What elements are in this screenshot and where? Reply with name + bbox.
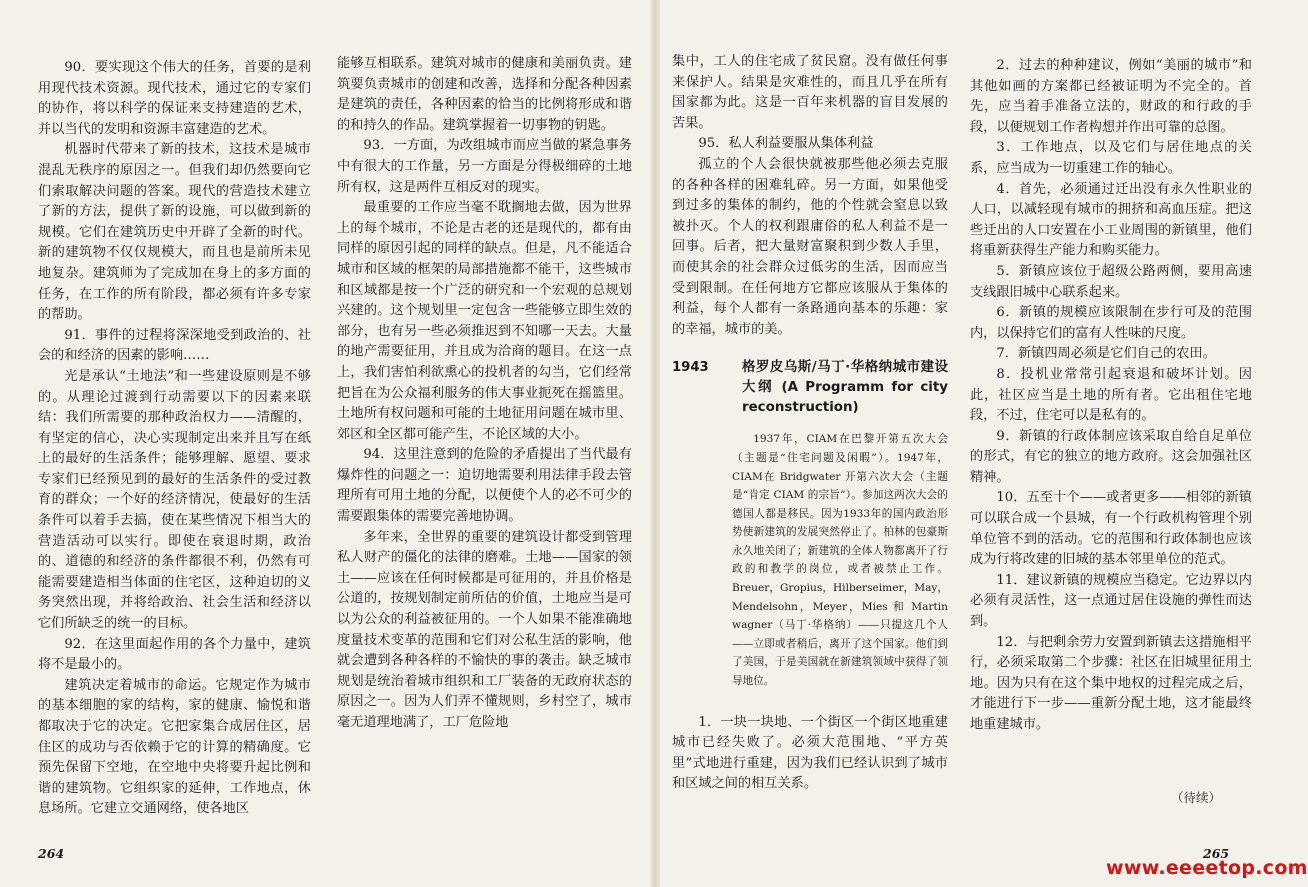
paragraph: 孤立的个人会很快就被那些他必须去克服的各种各样的困难轧碎。另一方面，如果他受到过多的集体的制约，他的个性就会窒息以致被扑灭。个人的权利跟庸俗的私人利益不是一回事。后者，把大量财富聚积到少数人手里，而使其余的社会群众过低劣的生活，因而应当受到限制。在任何地方它都应该服从于集体的利益，每个人都有一条路通向基本的乐趣：家的幸福，城市的美。 (672, 156, 948, 337)
note-text: 1937年，CIAM在巴黎开第五次大会（主题是“住宅问题及闲暇”）。1947年，CIAM在 Bridgwater 开第六次大会（主题是“肯定 CIAM 的宗旨”）。参加这两次大会的德国人都是移民。因为1933年的国内政治形势使新建筑的发展突然停止了。柏林的包豪斯永久地关闭了；新建筑的全体人物都离开了行政的和教学的岗位，或者被禁止工作。Breuer，Gropius，Hilberseimer，May，Mendelsohn，Meyer，Mies 和 Martin wagner（马丁·华格纳）——只提这几个人——立即或者稍后，离开了这个国家。他们到了美国，于是美国就在新建筑领域中获得了领导地位。 (732, 433, 948, 688)
section-year: 1943 (672, 360, 709, 376)
section-heading (672, 358, 948, 418)
right-column-2 (970, 56, 1252, 736)
paragraph: 多年来，全世界的重要的建筑设计都受到管理私人财产的僵化的法律的磨难。土地——国家的领土——应该在任何时候都是可征用的，并且价格是公道的，按规划制定前所估的价值，土地应当是可以为公众的利益被征用的。一个人如果不能准确地度量技术变革的范围和它们对公私生活的影响，他就会遭到各种各样的不愉快的事的袭击。缺乏城市规划是统治着城市组织和工厂装备的无政府状态的原因之一。因为人们弄不懂规则，乡村空了，城市毫无道理地满了，工厂危险地 (337, 529, 632, 730)
list-item: 1．一块一块地、一个街区一个街区地重建城市已经失败了。必须大范围地、“平方英里”式地进行重建，因为我们已经认识到了城市和区域之间的相互关系。 (672, 714, 948, 792)
paragraph-92: 92．在这里面起作用的各个力量中，建筑将不是最小的。 (38, 636, 311, 673)
paragraph-95: 95．私人利益要服从集体利益 (698, 136, 874, 152)
page-number-right: 265 (1203, 846, 1230, 861)
list-item: 8．投机业常常引起衰退和破坏计划。因此，社区应当是土地的所有者。它出租住宅地段，不过，住宅可以是私有的。 (970, 366, 1252, 424)
paragraph-93: 93．一方面，为改组城市而应当做的紧急事务中有很大的工作量，另一方面是分得极细碎的土地所有权，这是两件互相反对的现实。 (337, 138, 632, 195)
to-be-continued: （待续） (1171, 790, 1222, 805)
list-item: 9．新镇的行政体制应该采取自给自足单位的形式，有它的独立的地方政府。这会加强社区精神。 (970, 428, 1252, 485)
paragraph: 建筑决定着城市的命运。它规定作为城市的基本细胞的家的结构，家的健康、愉悦和谐都取决于它的决定。它把家集合成居住区，居住区的成功与否依赖于它的计算的精确度。它预先保留下空地，在空地中央将要升起比例和谐的建筑物。它组织家的延伸，工作地点，休息场所。它建立交通网络，使各地区 (38, 677, 311, 817)
program-list (672, 713, 948, 795)
paragraph: 能够互相联系。建筑对城市的健康和美丽负责。建筑要负责城市的创建和改善，选择和分配各种因素是建筑的责任，各种因素的恰当的比例将形成和谐的和持久的作品。建筑掌握着一切事物的钥匙。 (337, 56, 632, 133)
page-number-left: 264 (38, 846, 65, 861)
paragraph-91: 91．事件的过程将深深地受到政治的、社会的和经济的因素的影响…… (38, 327, 311, 364)
left-column-1 (38, 58, 311, 820)
list-item: 12．与把剩余劳力安置到新镇去这措施相平行，必须采取第二个步骤：社区在旧城里征用土地。因为只有在这个集中地权的过程完成之后，才能进行下一步——重新分配土地，这才能最终地重建城市。 (970, 634, 1252, 732)
list-item: 5．新镇应该位于超级公路两侧，要用高速支线跟旧城中心联系起来。 (970, 263, 1252, 300)
list-item: 7．新镇四周必须是它们自己的农田。 (996, 346, 1216, 362)
paragraph: 最重要的工作应当毫不耽搁地去做，因为世界上的每个城市，不论是古老的还是现代的，都有由同样的原因引起的同样的缺点。但是，凡不能适合城市和区域的框架的局部措施都不能干，这些城市和区域都是按一个广泛的研究和一个宏观的总规划兴建的。这个规划里一定包含一些能够立即生效的部分，也有另一些必须推迟到不知哪一天去。大量的地产需要征用，并且成为洽商的题目。在这一点上，我们害怕利欲熏心的投机者的勾当，它们经常把旨在为公众福利服务的伟大事业扼死在摇篮里。土地所有权问题和可能的土地征用问题在城市里、郊区和全区都可能产生，不论区域的大小。 (337, 200, 632, 442)
list-item: 11．建议新镇的规模应当稳定。它边界以内必须有灵活性，这一点通过居住设施的弹性而达到。 (970, 572, 1252, 630)
list-item: 3．工作地点，以及它们与居住地点的关系，应当成为一切重建工作的轴心。 (970, 140, 1252, 176)
right-page (655, 0, 1280, 887)
section-title: 格罗皮乌斯/马丁·华格纳城市建设大纲 (A Programm for city reconstruction) (742, 360, 948, 416)
paragraph: 集中，工人的住宅成了贫民窟。没有做任何事来保护人。结果是灾难性的，而且几乎在所有国家都为此。这是一百年来机器的盲目发展的苦果。 (672, 54, 948, 131)
editor-note (732, 430, 948, 690)
list-item: 10．五至十个——或者更多——相邻的新镇可以联合成一个县城，有一个行政机构管理个别单位管不到的活动。它的范围和行政体制也应该成为行将改建的旧城的基本邻里单位的范式。 (970, 490, 1252, 568)
paragraph: 机器时代带来了新的技术，这技术是城市混乱无秩序的原因之一。但我们却仍然要向它们索取解决问题的答案。现代的营造技术建立了新的方法，提供了新的设施，可以做到新的规模。它们在建筑历史中开辟了全新的时代。新的建筑物不仅仅规模大，而且也是前所未见地复杂。建筑师为了完成加在身上的多方面的任务，在工作的所有阶段，都必须有许多专家的帮助。 (38, 142, 311, 323)
paragraph-90: 90．要实现这个伟大的任务，首要的是利用现代技术资源。现代技术，通过它的专家们的协作，将以科学的保证来支持建造的艺术，并以当代的发明和资源丰富建造的艺术。 (38, 60, 311, 137)
left-column-2 (337, 54, 632, 734)
list-item: 6．新镇的规模应该限制在步行可及的范围内，以保持它们的富有人性味的尺度。 (970, 305, 1252, 341)
watermark: www.eeeetop.com (1106, 857, 1308, 879)
paragraph: 光是承认“土地法”和一些建设原则是不够的。从理论过渡到行动需要以下的因素来联结：我们所需要的那种政治权力——清醒的，有坚定的信心，决心实现制定出来并且写在纸上的最好的生活条件；能够理解、愿望、要求专家们已经预见到的最好的生活条件的受过教育的群众；一个好的经济情况，使最好的生活条件可以着手去搞，使在某些情况下相当大的营造活动可以实行。即使在衰退时期，政治的、道德的和经济的条件都很不利，仍然有可能需要建造相当体面的住宅区，这种迫切的义务突然出现，并将给政治、社会生活和经济以它们所缺乏的统一的目标。 (38, 368, 311, 632)
list-item: 2．过去的种种建议，例如“美丽的城市”和其他如画的方案都已经被证明为不完全的。首先，应当着手准备立法的，财政的和行政的手段，以便规划工作者构想并作出可靠的总图。 (970, 58, 1252, 135)
paragraph-94: 94．这里注意到的危险的矛盾提出了当代最有爆炸性的问题之一：迫切地需要利用法律手段去管理所有可用土地的分配，以便使个人的必不可少的需要跟集体的需要完善地协调。 (337, 447, 632, 525)
list-item: 4．首先，必须通过迁出没有永久性职业的人口，以减轻现有城市的拥挤和高血压症。把这些迁出的人口安置在小工业周围的新镇里，他们将重新获得生产能力和购买能力。 (970, 181, 1252, 259)
right-column-1 (672, 52, 948, 795)
